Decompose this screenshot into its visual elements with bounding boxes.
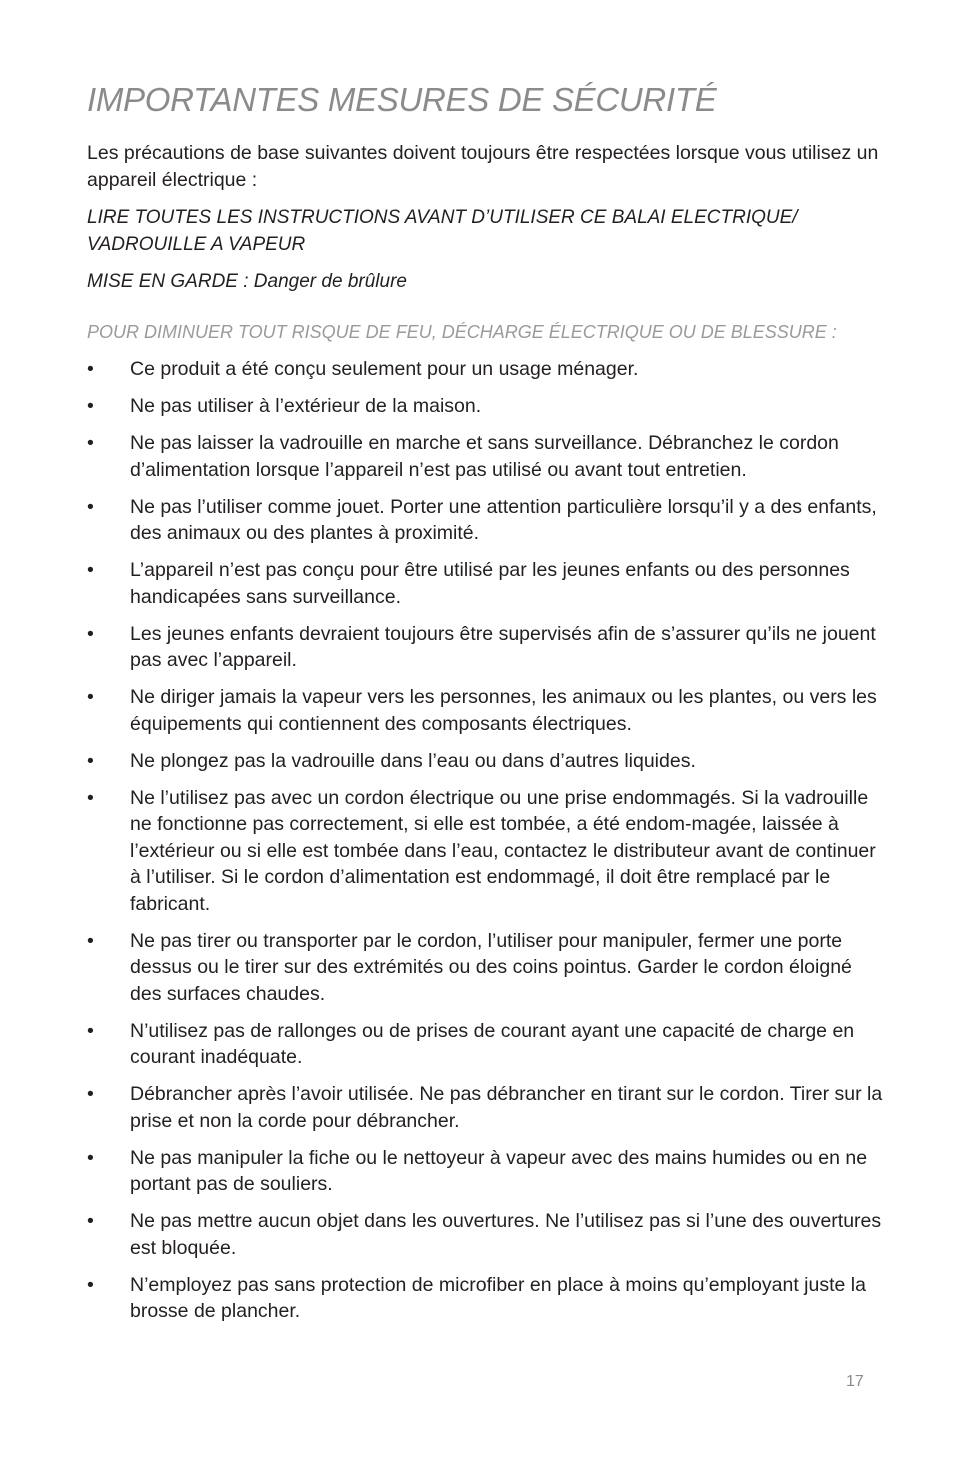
list-item-text: Ne l’utilisez pas avec un cordon électrique ou une prise endommagés. Si la vadrouille ne fonctionne pas correctement, si elle est tombée, a été endom-magée, laissée à l’extérieur ou si elle est tombée dans l’eau, contactez le distributeur avant de continuer à l’utiliser. Si le cordon d’alimentation est endommagé, il doit être remplacé par le fabricant. [130,786,876,915]
bullet-icon: • [87,929,94,952]
list-item [87,393,887,420]
bullet-icon: • [87,749,94,772]
list-item-text: Ne plongez pas la vadrouille dans l’eau ou dans d’autres liquides. [130,749,696,772]
list-item-text: Ne pas l’utiliser comme jouet. Porter une attention particulière lorsqu’il y a des enfants, des animaux ou des plantes à proximité. [130,495,877,544]
list-item [87,430,887,483]
bullet-icon: • [87,686,94,708]
list-item [87,1081,887,1134]
bullet-icon: • [87,395,94,417]
list-item-text: Ce produit a été conçu seulement pour un usage ménager. [130,358,639,380]
bullet-icon: • [87,1019,94,1042]
bullet-icon: • [87,1210,94,1232]
bullet-icon: • [87,358,94,380]
bullet-icon: • [87,786,94,809]
list-item [87,621,887,674]
list-item [87,748,887,775]
bullet-icon: • [87,1273,94,1296]
read-instructions-notice: LIRE TOUTES LES INSTRUCTIONS AVANT D’UTILISER CE BALAI ELECTRIQUE/ VADROUILLE A VAPEUR [87,207,798,255]
list-item [87,684,887,737]
risk-subheading: POUR DIMINUER TOUT RISQUE DE FEU, DÉCHARGE ÉLECTRIQUE OU DE BLESSURE : [87,322,837,342]
list-item-text: Ne diriger jamais la vapeur vers les personnes, les animaux ou les plantes, ou vers les équipements qui contiennent des composants électriques. [130,686,877,735]
list-item-text: Débrancher après l’avoir utilisée. Ne pas débrancher en tirant sur le cordon. Tirer sur la prise et non la corde pour débrancher. [130,1083,883,1132]
list-item-text: Ne pas tirer ou transporter par le cordon, l’utiliser pour manipuler, fermer une porte dessus ou le tirer sur des extrémités ou des coins pointus. Garder le cordon éloigné des surfaces chaudes. [130,929,852,1005]
safety-list [87,356,887,1325]
list-item-text: Ne pas utiliser à l’extérieur de la maison. [130,395,482,417]
bullet-icon: • [87,1083,94,1105]
list-item [87,928,887,1008]
list-item [87,1145,887,1198]
bullet-icon: • [87,495,94,518]
page-content [87,78,887,1335]
list-item-text: Ne pas laisser la vadrouille en marche et sans surveillance. Débranchez le cordon d’alimentation lorsque l’appareil n’est pas utilisé ou avant tout entretien. [130,432,839,481]
bullet-icon: • [87,622,94,645]
list-item [87,785,887,918]
list-item-text: Ne pas mettre aucun objet dans les ouvertures. Ne l’utilisez pas si l’une des ouvertures est bloquée. [130,1210,882,1259]
list-item [87,1272,887,1325]
burn-warning: MISE EN GARDE : Danger de brûlure [87,271,407,292]
page-number: 17 [846,1373,864,1390]
bullet-icon: • [87,432,94,454]
list-item [87,1018,887,1071]
bullet-icon: • [87,559,94,581]
list-item [87,356,887,383]
list-item-text: Les jeunes enfants devraient toujours être supervisés afin de s’assurer qu’ils ne jouent pas avec l’appareil. [130,622,876,671]
bullet-icon: • [87,1146,94,1169]
intro-paragraph: Les précautions de base suivantes doivent toujours être respectées lorsque vous utilisez un appareil électrique : [87,142,879,191]
page-title: IMPORTANTES MESURES DE SÉCURITÉ [87,81,717,118]
list-item [87,494,887,547]
list-item-text: L’appareil n’est pas conçu pour être utilisé par les jeunes enfants ou des personnes handicapées sans surveillance. [130,559,850,608]
list-item-text: Ne pas manipuler la fiche ou le nettoyeur à vapeur avec des mains humides ou en ne portant pas de souliers. [130,1146,868,1195]
list-item [87,557,887,610]
list-item-text: N’utilisez pas de rallonges ou de prises de courant ayant une capacité de charge en courant inadéquate. [130,1019,855,1068]
list-item-text: N’employez pas sans protection de microfiber en place à moins qu’employant juste la brosse de plancher. [130,1273,866,1322]
list-item [87,1208,887,1261]
